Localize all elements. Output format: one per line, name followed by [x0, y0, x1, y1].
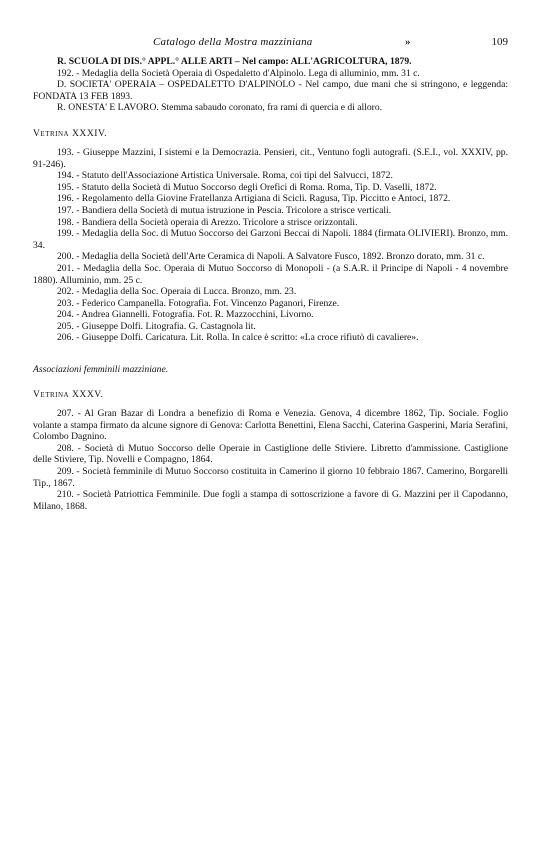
entries-top	[33, 56, 508, 114]
catalog-entry: 194. - Statuto dell'Associazione Artistica Universale. Roma, coi tipi del Salvucci, 1872.	[57, 170, 393, 182]
catalog-entry: 209. - Società femminile di Mutuo Soccorso costituita in Camerino il giorno 10 febbraio 1867. Camerino, Borgarelli Tip., 1867.	[33, 466, 508, 489]
running-head	[33, 36, 508, 56]
entries-vetrina-34	[33, 147, 508, 344]
catalog-entry: 195. - Statuto della Società di Mutuo Soccorso degli Orefici di Roma. Roma, Tip. D. Vaselli, 1872.	[57, 181, 437, 193]
running-title: Catalogo della Mostra mazziniana	[153, 36, 313, 48]
catalog-entry-192: 192. - Medaglia della Società Operaia di Ospedaletto d'Alpinolo. Lega di alluminio, mm. 31 c.	[57, 67, 420, 79]
catalog-entry: 201. - Medaglia della Soc. Operaia di Mutuo Soccorso di Monopoli - (a S.A.R. il Principe di Napoli - 4 novembre 1880). Alluminio, mm. 25 c.	[33, 262, 508, 286]
catalog-entry: 199. - Medaglia della Soc. di Mutuo Soccorso dei Garzoni Beccai di Napoli. 1884 (firmata OLIVIERI). Bronzo, mm. 34.	[33, 228, 508, 251]
medal-obverse-line: D. SOCIETA' OPERAIA – OSPEDALETTO D'ALPINOLO - Nel campo, due mani che si stringono, e leggenda: FONDATA 13 FEB 1893.	[33, 79, 508, 102]
catalog-entry: 196. - Regolamento della Giovine Fratellanza Artigiana di Scicli. Ragusa, Tip. Piccitto e Antoci, 1872.	[57, 193, 451, 205]
section-heading-vetrina-35: Vetrina XXXV.	[33, 389, 104, 401]
catalog-entry: 208. - Società di Mutuo Soccorso delle Operaie in Castiglione delle Stiviere. Libretto d'ammissione. Castiglione delle Stiviere, Tip. Novelli e Compagno, 1864.	[33, 442, 508, 466]
catalog-entry: 203. - Federico Campanella. Fotografia. Fot. Vincenzo Paganori, Firenze.	[57, 297, 340, 309]
catalog-entry: 205. - Giuseppe Dolfi. Litografia. G. Castagnola lit.	[57, 320, 256, 332]
catalog-entry: 207. - Al Gran Bazar di Londra a benefizio di Roma e Venezia. Genova, 4 dicembre 1862, Tip. Sociale. Foglio volante a stampa firmato da alcune signore di Genova: Carlotta Benettini, Elena Sacchi, Caterina Gasperini, Maria Serafini, Colombo Dagnino.	[33, 408, 508, 443]
catalog-entry: 198. - Bandiera della Società operaia di Arezzo. Tricolore a strisce orizzontali.	[57, 216, 358, 228]
catalog-entry: 200. - Medaglia della Società dell'Arte Ceramica di Napoli. A Salvatore Fusco, 1892. Bronzo dorato, mm. 31 c.	[57, 251, 485, 263]
catalog-entry: 197. - Bandiera della Società di mutua istruzione in Pescia. Tricolore a strisce verticali.	[57, 204, 392, 216]
catalog-entry: 202. - Medaglia della Soc. Operaia di Lucca. Bronzo, mm. 23.	[57, 286, 297, 298]
page-number: 109	[491, 36, 508, 48]
subheading-associazioni-femminili: Associazioni femminili mazziniane.	[33, 364, 169, 376]
catalog-entry: 193. - Giuseppe Mazzini, I sistemi e la Democrazia. Pensieri, cit., Ventuno fogli autografi. (S.E.I., vol. XXXIV, pp. 91-246).	[33, 146, 508, 170]
section-heading-vetrina-34: Vetrina XXXIV.	[33, 127, 108, 139]
medal-reverse-line-2: R. ONESTA' E LAVORO. Stemma sabaudo coronato, fra rami di quercia e di alloro.	[57, 102, 383, 114]
catalog-entry: 210. - Società Patriottica Femminile. Due fogli a stampa di sottoscrizione a favore di G. Mazzini per il Capodanno, Milano, 1868.	[33, 489, 508, 512]
catalog-entry: 206. - Giuseppe Dolfi. Caricatura. Lit. Rolla. In calce è scritto: «La croce rifiutò di cavaliere».	[57, 332, 419, 344]
medal-reverse-line: R. SCUOLA DI DIS.° APPL.° ALLE ARTI – Nel campo: ALL'AGRICOLTURA, 1879.	[57, 56, 412, 67]
entries-vetrina-35	[33, 408, 508, 512]
running-mark: »	[405, 36, 411, 48]
catalog-entry: 204. - Andrea Giannelli. Fotografia. Fot. R. Mazzocchini, Livorno.	[57, 309, 314, 321]
